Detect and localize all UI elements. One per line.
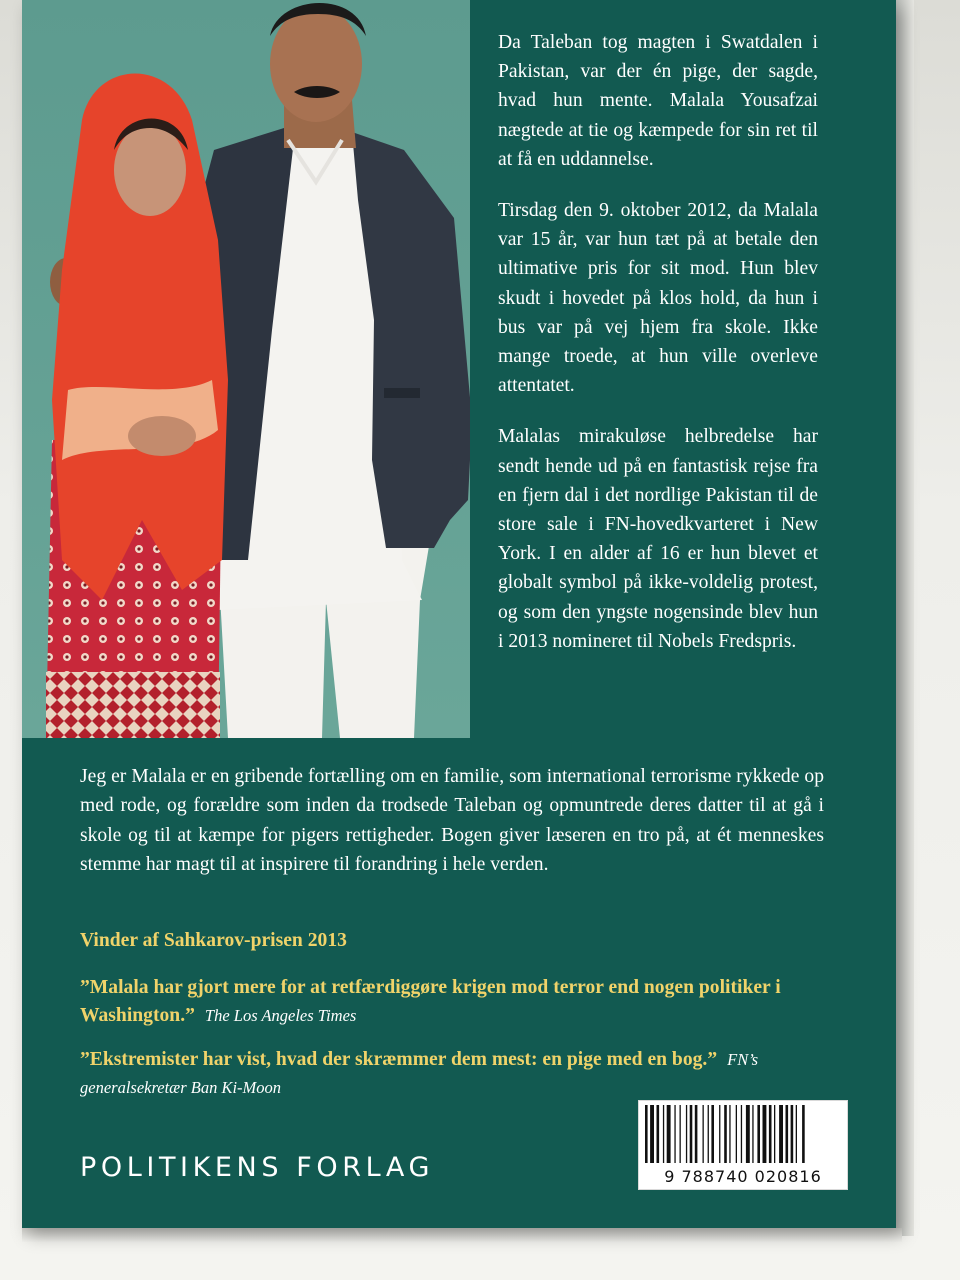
summary-text: er en gribende fortælling om en familie, som international terrorisme rykkede op med rode, og forældre som inden da trodsede Taleban og opmuntrede deres datter til at gå i skole og til at kæmpe for pigers rettigheder. Bogen giver læseren en tro på, at ét menneskes stemme har magt til at inspirere til forandring i hele verden.: [80, 766, 824, 876]
blurb-paragraph: Tirsdag den 9. oktober 2012, da Malala var 15 år, var hun tæt på at betale den ultimative pris for sit mod. Hun blev skudt i hovedet på klos hold, da hun i bus var på vej hjem fra skole. Ikke mange troede, at hun ville overleve attentatet.: [498, 200, 818, 397]
barcode-bar: [769, 1105, 772, 1163]
jacket-pocket: [384, 388, 420, 398]
isbn-digits: 9 788740 020816: [664, 1167, 822, 1186]
barcode-bar: [757, 1105, 760, 1163]
barcode-bar: [729, 1105, 730, 1163]
quote-text: ”Ekstremister har vist, hvad der skræmmer dem mest: en pige med en bog.”: [80, 1049, 718, 1070]
award-line: Vinder af Sahkarov-prisen 2013: [80, 930, 347, 951]
blurb-paragraph: Malalas mirakuløse helbredelse har sendt hende ud på en fantastisk rejse fra en fjern dal i det nordlige Pakistan til de store sale i FN-hovedkvarteret i New York. I en alder af 16 er hun blevet et globalt symbol på ikke-voldelig protest, og som den yngste nogensinde blev hun i 2013 nomineret til Nobels Fredspris.: [498, 426, 818, 652]
barcode-bar: [708, 1105, 709, 1163]
barcode-bar: [686, 1105, 687, 1163]
barcode-bar: [719, 1105, 720, 1163]
back-cover-blurb: [498, 28, 818, 678]
barcode-bar: [763, 1105, 767, 1163]
dress-border: [46, 672, 220, 738]
barcode-bar: [796, 1105, 797, 1163]
barcode-bar: [746, 1105, 750, 1163]
quote-text: ”Malala har gjort mere for at retfærdiggøre krigen mod terror end nogen politiker i Washington.”: [80, 977, 781, 1026]
barcode-bar: [680, 1105, 681, 1163]
barcode-bar: [667, 1105, 671, 1163]
quote-source: FN’s generalsekretær Ban Ki-Moon: [80, 1050, 758, 1097]
book-title-mention: Jeg er Malala: [80, 766, 186, 787]
barcode-bar: [650, 1105, 654, 1163]
barcode-bar: [674, 1105, 675, 1163]
press-quote: [80, 1046, 840, 1102]
girl-hands: [128, 416, 196, 456]
cover-photo: [22, 0, 470, 738]
blurb-paragraph: Da Taleban tog magten i Swatdalen i Pakistan, var der én pige, der sagde, hvad hun mente. Malala Yousafzai nægtede at tie og kæmpede for sin ret til at få en uddannelse.: [498, 32, 818, 170]
isbn-barcode: [638, 1100, 848, 1190]
book-back-cover: [22, 0, 896, 1228]
quote-source: The Los Angeles Times: [204, 1006, 357, 1025]
photo-illustration: [22, 0, 470, 738]
barcode-bar: [791, 1105, 794, 1163]
barcode-bars: [639, 1101, 847, 1167]
girl-face: [114, 124, 186, 216]
barcode-bar: [774, 1105, 775, 1163]
book-page-edge: [896, 0, 914, 1236]
barcode-bar: [724, 1105, 727, 1163]
barcode-bar: [645, 1105, 648, 1163]
barcode-bar: [703, 1105, 704, 1163]
barcode-bar: [736, 1105, 737, 1163]
book-summary: [80, 762, 824, 880]
barcode-bar: [711, 1105, 714, 1163]
press-quote: [80, 974, 840, 1030]
barcode-bar: [802, 1105, 805, 1163]
barcode-bar: [657, 1105, 660, 1163]
publisher-name: POLITIKENS FORLAG: [80, 1152, 435, 1183]
barcode-bar: [695, 1105, 698, 1163]
barcode-bar: [741, 1105, 742, 1163]
man-face: [270, 6, 362, 122]
barcode-bar: [690, 1105, 693, 1163]
barcode-bar: [786, 1105, 789, 1163]
barcode-bar: [779, 1105, 783, 1163]
barcode-bar: [752, 1105, 753, 1163]
book-bottom-edge: [22, 1228, 902, 1242]
barcode-bar: [663, 1105, 664, 1163]
